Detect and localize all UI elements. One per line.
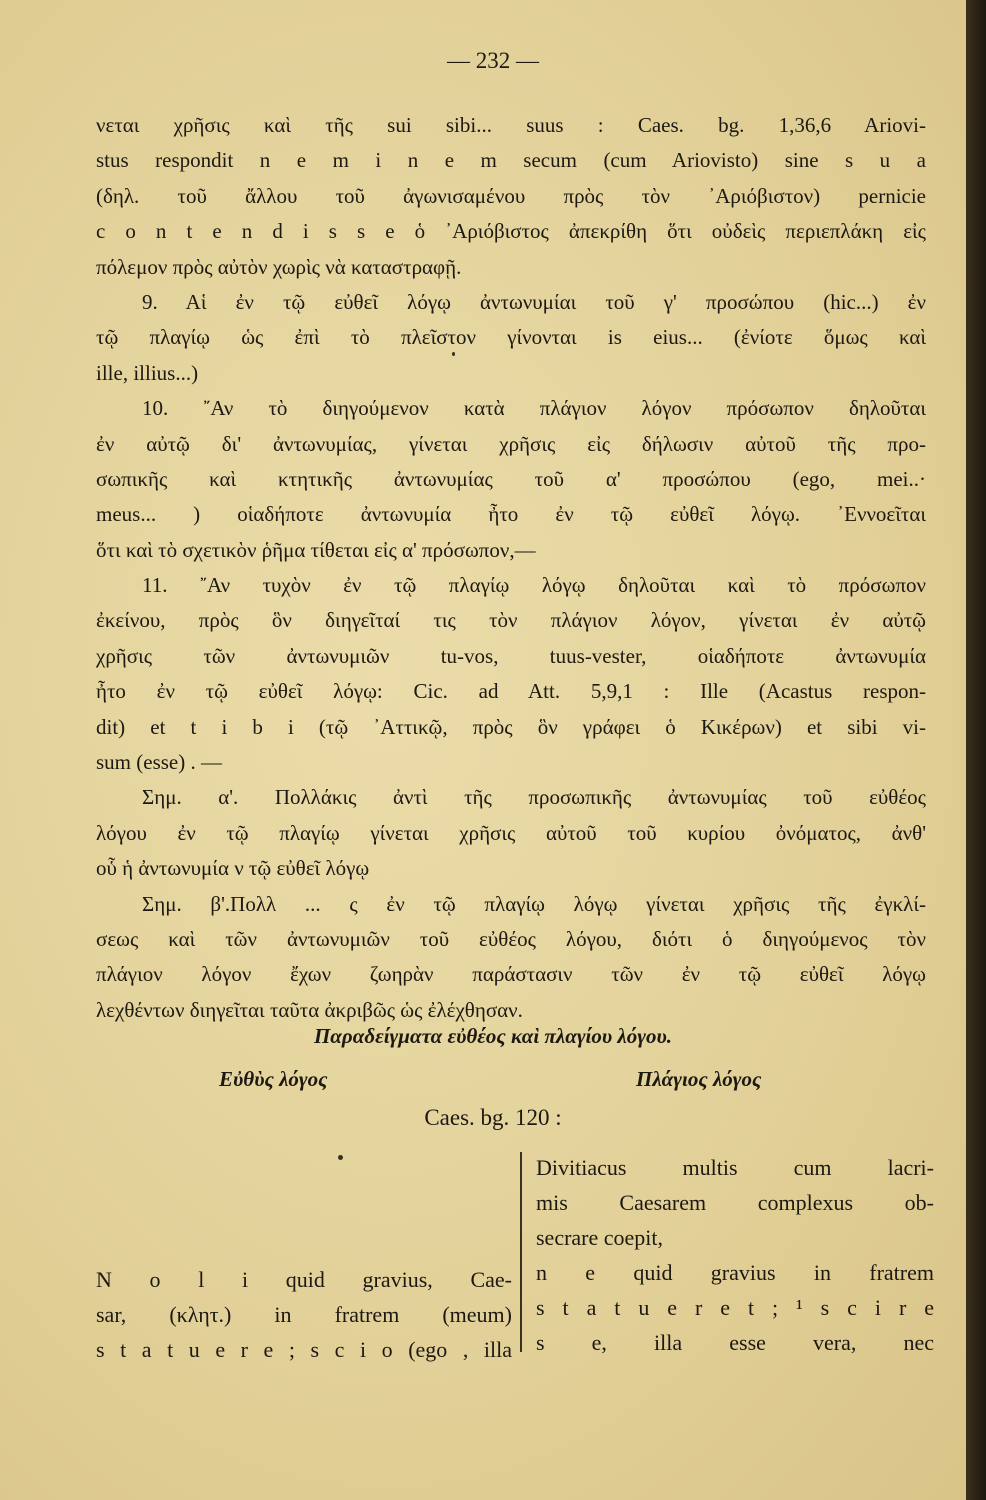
text-line: τῷ πλαγίῳ ὡς ἐπὶ τὸ πλεῖστον γίνονται is eius... (ἐνίοτε ὅμως καὶ [96, 325, 926, 350]
column-line: Divitiacus multis cum lacri- [536, 1155, 934, 1180]
text-line: stus respondit n e m i n e m secum (cum Ariovisto) sine s u a [96, 148, 926, 173]
column-line: s e, illa esse vera, nec [536, 1330, 934, 1355]
examples-heading: Παραδείγματα εὐθέος καὶ πλαγίου λόγου. [313, 1024, 673, 1048]
indirect-speech-column [536, 1150, 934, 1360]
column-line: N o l i quid gravius, Cae- [96, 1267, 512, 1292]
text-line: νεται χρῆσις καὶ τῆς sui sibi... suus : Caes. bg. 1,36,6 Ariovi- [96, 113, 926, 137]
paper-speck [452, 352, 455, 356]
column-line: s t a t u e r e t ; ¹ s c i r e [536, 1295, 934, 1320]
text-line: ille, illius...) [96, 360, 199, 385]
text-line: ἦτο ἐν τῷ εὐθεῖ λόγῳ: Cic. ad Att. 5,9,1 : Ille (Acastus respon- [96, 679, 926, 704]
text-line: ἐν αὐτῷ δι' ἀντωνυμίας, γίνεται χρῆσις εἰς δήλωσιν αὐτοῦ τῆς προ- [96, 431, 926, 456]
column-divider [520, 1152, 522, 1352]
direct-speech-column [96, 1262, 512, 1367]
note-line: λόγου ἐν τῷ πλαγίῳ γίνεται χρῆσις αὐτοῦ τοῦ κυρίου ὀνόματος, ἀνθ' [96, 820, 926, 845]
text-line: (δηλ. τοῦ ἄλλου τοῦ ἀγωνισαμένου πρὸς τὸν ᾿Αριόβιστον) pernicie [96, 183, 926, 208]
note-line: σεως καὶ τῶν ἀντωνυμιῶν τοῦ εὐθέος λόγου, διότι ὁ διηγούμενος τὸν [96, 926, 926, 951]
note-line: Σημ. α'. Πολλάκις ἀντὶ τῆς προσωπικῆς ἀντωνυμίας τοῦ εὐθέος [142, 785, 926, 810]
text-line: 11. ῎Αν τυχὸν ἐν τῷ πλαγίῳ λόγῳ δηλοῦται καὶ τὸ πρόσωπον [142, 573, 926, 598]
paper-speck [338, 1155, 343, 1160]
indirect-speech-heading: Πλάγιος λόγος [636, 1067, 762, 1091]
text-line: πόλεμον πρὸς αὐτὸν χωρὶς νὰ καταστραφῇ. [96, 254, 462, 279]
note-line: Σημ. β'.Πολλ ... ς ἐν τῷ πλαγίῳ λόγῳ γίνεται χρῆσις τῆς ἐγκλί- [142, 891, 926, 916]
column-line: n e quid gravius in fratrem [536, 1260, 934, 1285]
text-line: 9. Αἱ ἐν τῷ εὐθεῖ λόγῳ ἀντωνυμίαι τοῦ γ' προσώπου (hic...) ἐν [142, 289, 926, 314]
text-line: dit) et t i b i (τῷ ᾿Αττικῷ, πρὸς ὃν γράφει ὁ Κικέρων) et sibi vi- [96, 714, 926, 739]
text-line: meus... ) οἱαδήποτε ἀντωνυμία ἦτο ἐν τῷ εὐθεῖ λόγῳ. ᾿Εννοεῖται [96, 502, 926, 527]
text-line: sum (esse) . — [96, 750, 222, 775]
column-line: sar, (κλητ.) in fratrem (meum) [96, 1302, 512, 1327]
body-text [96, 108, 926, 1028]
column-line: s t a t u e r e ; s c i o (ego , illa [96, 1337, 512, 1362]
column-line: mis Caesarem complexus ob- [536, 1190, 934, 1215]
note-line: λεχθέντων διηγεῖται ταῦτα ἀκριβῶς ὡς ἐλέχθησαν. [96, 997, 523, 1022]
source-citation: Caes. bg. 120 : [424, 1105, 562, 1130]
text-line: 10. ῎Αν τὸ διηγούμενον κατὰ πλάγιον λόγον πρόσωπον δηλοῦται [142, 396, 926, 421]
text-line: σωπικῆς καὶ κτητικῆς ἀντωνυμίας τοῦ α' προσώπου (ego, mei..· [96, 466, 926, 491]
text-line: c o n t e n d i s s e ὁ ᾿Αριόβιστος ἀπεκρίθη ὅτι οὐδεὶς περιεπλάκη εἰς [96, 219, 926, 244]
page-edge-shadow [966, 0, 986, 1500]
text-line: ὅτι καὶ τὸ σχετικὸν ῥῆμα τίθεται εἰς α' πρόσωπον,— [96, 537, 536, 562]
direct-speech-heading: Εὐθὺς λόγος [219, 1067, 328, 1091]
note-line: πλάγιον λόγον ἔχων ζωηρὰν παράστασιν τῶν ἐν τῷ εὐθεῖ λόγῳ [96, 962, 926, 987]
text-line: χρῆσις τῶν ἀντωνυμιῶν tu-vos, tuus-vester, οἱαδήποτε ἀντωνυμία [96, 643, 926, 668]
column-line: secrare coepit, [536, 1225, 664, 1250]
text-line: ἐκείνου, πρὸς ὃν διηγεῖταί τις τὸν πλάγιον λόγον, γίνεται ἐν αὐτῷ [96, 608, 926, 633]
note-line: οὗ ἡ ἀντωνυμία ν τῷ εὐθεῖ λόγῳ [96, 856, 370, 881]
page-number: — 232 — [447, 48, 539, 73]
